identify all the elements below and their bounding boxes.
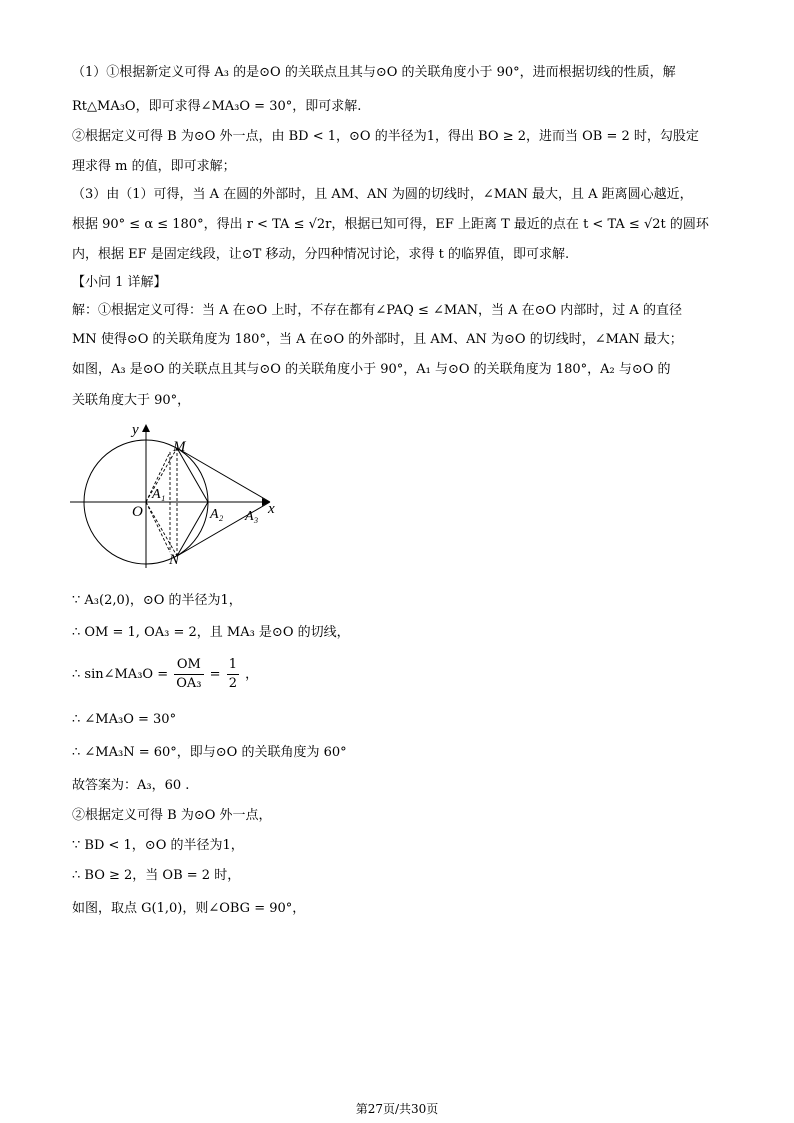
label-a3: A₃ xyxy=(245,509,259,524)
label-o: O xyxy=(132,504,143,520)
solution-line-9: ∴ BO ≥ 2，当 OB = 2 时， xyxy=(72,868,241,883)
fraction-denominator: OA₃ xyxy=(176,676,202,691)
equals-sign: = xyxy=(209,667,221,682)
geometry-figure xyxy=(70,418,280,570)
fraction-numerator: OM xyxy=(174,656,203,675)
solution-line-4: ∴ ∠MA₃O = 30° xyxy=(72,712,177,727)
solution-line-5: ∴ ∠MA₃N = 60°，即与⊙O 的关联角度为 60° xyxy=(72,745,347,760)
solution-line-3 xyxy=(72,656,732,694)
line-7: 内，根据 EF 是固定线段，让⊙T 移动，分四种情况讨论，求得 t 的临界值，即可求解. xyxy=(72,247,570,262)
label-a2: A₂ xyxy=(210,507,224,522)
line-3: ②根据定义可得 B 为⊙O 外一点，由 BD < 1，⊙O 的半径为1，得出 BO ≥ 2，进而当 OB = 2 时，勾股定 xyxy=(72,129,699,144)
line-1: （1）①根据新定义可得 A₃ 的是⊙O 的关联点且其与⊙O 的关联角度小于 90°，进而根据切线的性质，解 xyxy=(72,65,676,80)
segment-m-a2 xyxy=(177,448,208,502)
solution-line-6: 故答案为：A₃，60 . xyxy=(72,778,190,793)
solution-line-7: ②根据定义可得 B 为⊙O 外一点， xyxy=(72,808,272,823)
line-9: 解：①根据定义可得：当 A 在⊙O 上时，不存在都有∠PAQ ≤ ∠MAN，当 A 在⊙O 内部时，过 A 的直径 xyxy=(72,303,682,318)
line-11: 如图，A₃ 是⊙O 的关联点且其与⊙O 的关联角度小于 90°，A₁ 与⊙O 的关联角度为 180°，A₂ 与⊙O 的 xyxy=(72,362,671,377)
fraction-numerator-2: 1 xyxy=(227,656,239,675)
solution-line-8: ∵ BD < 1，⊙O 的半径为1， xyxy=(72,838,244,853)
line-5: （3）由（1）可得，当 A 在圆的外部时，且 AM、AN 为圆的切线时，∠MAN 最大，且 A 距离圆心越近， xyxy=(72,187,693,202)
page-footer: 第27页/共30页 xyxy=(355,1102,439,1116)
axis-x-label: x xyxy=(268,501,275,517)
line-12: 关联角度大于 90°， xyxy=(72,393,191,408)
line-2: Rt△MA₃O，即可求得∠MA₃O = 30°，即可求解. xyxy=(72,99,362,114)
fraction-denominator-2: 2 xyxy=(228,676,237,691)
segment-n-a2 xyxy=(177,502,208,556)
fraction-suffix: ， xyxy=(245,667,259,682)
fraction-one-half xyxy=(227,656,239,693)
label-n: N xyxy=(169,552,180,568)
solution-line-2: ∴ OM = 1, OA₃ = 2，且 MA₃ 是⊙O 的切线， xyxy=(72,625,350,640)
solution-line-10: 如图，取点 G(1,0)，则∠OBG = 90°， xyxy=(72,901,306,916)
line-10: MN 使得⊙O 的关联角度为 180°，当 A 在⊙O 的外部时，且 AM、AN 为⊙O 的切线时，∠MAN 最大； xyxy=(72,332,683,347)
label-m: M xyxy=(173,439,186,455)
section-heading: 【小问 1 详解】 xyxy=(72,275,167,290)
solution-line-1: ∵ A₃(2,0)，⊙O 的半径为1， xyxy=(72,593,242,608)
tangent-ma3 xyxy=(177,448,270,502)
fraction-om-oa3 xyxy=(174,656,203,693)
line-6: 根据 90° ≤ α ≤ 180°，得出 r < TA ≤ √2r，根据已知可得，EF 上距离 T 最近的点在 t < TA ≤ √2t 的圆环 xyxy=(72,217,709,232)
label-a1: A₁ xyxy=(152,487,166,502)
axis-y-label: y xyxy=(132,422,139,438)
sin-prefix: ∴ sin∠MA₃O = xyxy=(72,667,169,682)
line-4: 理求得 m 的值，即可求解； xyxy=(72,159,236,174)
y-axis-arrow-icon xyxy=(142,424,150,432)
